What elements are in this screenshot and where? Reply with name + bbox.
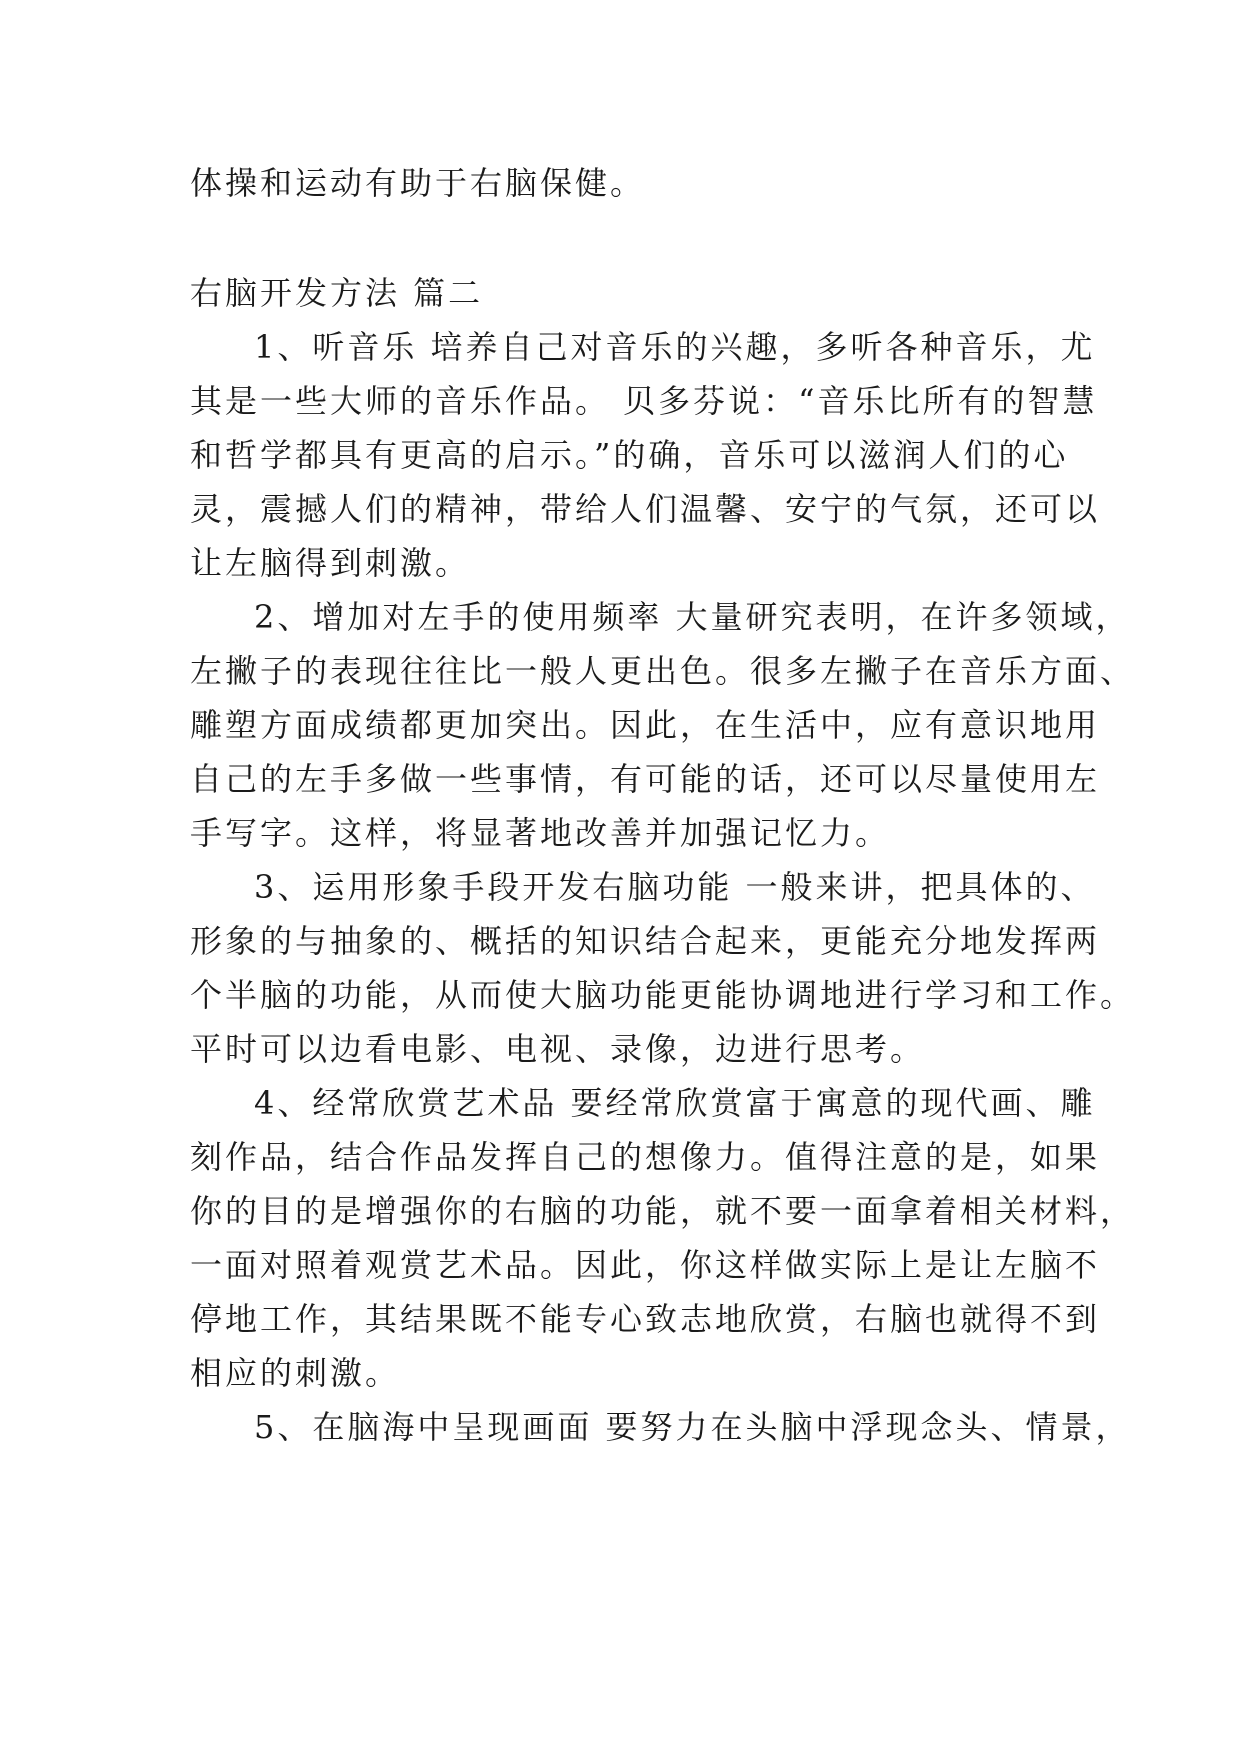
paragraph-line: 其是一些大师的音乐作品。 贝多芬说：“音乐比所有的智慧 (190, 382, 1098, 420)
intro-line: 体操和运动有助于右脑保健。 (190, 164, 646, 202)
paragraph-line: 1、听音乐 培养自己对音乐的兴趣，多听各种音乐，尤 (254, 328, 1096, 366)
paragraph-1 (190, 320, 1101, 590)
paragraph-line: 和哲学都具有更高的启示。”的确，音乐可以滋润人们的心 (190, 436, 1069, 474)
paragraph-line: 停地工作，其结果既不能专心致志地欣赏，右脑也就得不到 (190, 1300, 1101, 1338)
paragraph-line: 你的目的是增强你的右脑的功能，就不要一面拿着相关材料， (190, 1192, 1136, 1230)
page-content (190, 156, 1136, 1454)
paragraph-line: 平时可以边看电影、电视、录像，边进行思考。 (190, 1030, 926, 1068)
paragraph-4 (190, 1076, 1136, 1400)
section-heading: 右脑开发方法 篇二 (190, 274, 484, 312)
paragraph-line: 形象的与抽象的、概括的知识结合起来，更能充分地发挥两 (190, 922, 1101, 960)
paragraph-3 (190, 860, 1136, 1076)
paragraph-line: 3、运用形象手段开发右脑功能 一般来讲，把具体的、 (254, 868, 1096, 906)
paragraph-line: 灵，震撼人们的精神，带给人们温馨、安宁的气氛，还可以 (190, 490, 1101, 528)
paragraph-line: 左撇子的表现往往比一般人更出色。很多左撇子在音乐方面、 (190, 652, 1136, 690)
paragraph-line: 自己的左手多做一些事情，有可能的话，还可以尽量使用左 (190, 760, 1101, 798)
paragraph-line: 手写字。这样，将显著地改善并加强记忆力。 (190, 814, 891, 852)
paragraph-line: 一面对照着观赏艺术品。因此，你这样做实际上是让左脑不 (190, 1246, 1101, 1284)
paragraph-line: 个半脑的功能，从而使大脑功能更能协调地进行学习和工作。 (190, 976, 1136, 1014)
paragraph-line: 相应的刺激。 (190, 1354, 401, 1392)
paragraph-line: 4、经常欣赏艺术品 要经常欣赏富于寓意的现代画、雕 (254, 1084, 1096, 1122)
paragraph-5 (190, 1400, 1131, 1454)
paragraph-2 (190, 590, 1136, 860)
paragraph-line: 5、在脑海中呈现画面 要努力在头脑中浮现念头、情景， (254, 1408, 1131, 1446)
paragraph-line: 让左脑得到刺激。 (190, 544, 471, 582)
paragraph-line: 刻作品，结合作品发挥自己的想像力。值得注意的是，如果 (190, 1138, 1101, 1176)
paragraph-line: 2、增加对左手的使用频率 大量研究表明，在许多领域， (254, 598, 1131, 636)
paragraph-line: 雕塑方面成绩都更加突出。因此，在生活中，应有意识地用 (190, 706, 1101, 744)
